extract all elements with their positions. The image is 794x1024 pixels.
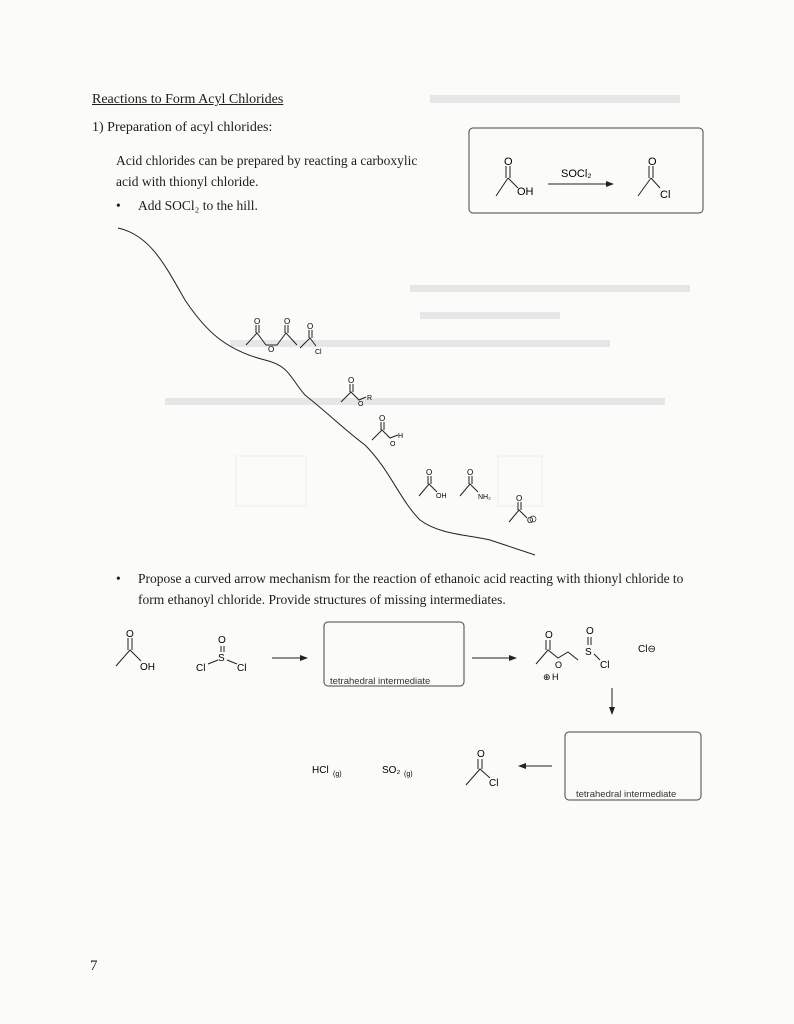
byproduct-so2	[382, 765, 413, 778]
tetrahedral-label-2: tetrahedral intermediate	[576, 789, 677, 800]
atom-o: O	[648, 156, 657, 168]
bullet-symbol: •	[116, 571, 121, 586]
atom-cl: Cl	[660, 189, 671, 201]
anhydride-structure	[246, 317, 297, 354]
intro-paragraph: Acid chlorides can be prepared by reacting a carboxylic acid with thionyl chloride.	[116, 153, 418, 189]
atom-o: O	[307, 322, 314, 331]
bullet-mechanism-text: Propose a curved arrow mechanism for the reaction of ethanoic acid reacting with thionyl chloride to form ethanoyl chloride. Provide structures of missing intermediates.	[138, 571, 684, 607]
atom-o: O	[254, 317, 261, 326]
atom-o: O	[555, 660, 563, 670]
acetyl-chloride-structure	[638, 156, 670, 201]
bullet-add-socl2-text: Add SOCl₂ to the hill.	[138, 198, 258, 213]
page-number: 7	[90, 958, 98, 974]
hill-acetic-acid	[419, 468, 447, 500]
atom-o: O	[348, 376, 355, 385]
atom-o: O	[477, 749, 485, 760]
hill-ester	[341, 376, 372, 408]
atom-cl: Cl	[600, 660, 610, 671]
atom-cl: Cl	[237, 663, 247, 674]
hill-acyl-chloride	[300, 322, 322, 356]
atom-cl: Cl	[196, 663, 206, 674]
page-heading: Reactions to Form Acyl Chlorides	[92, 92, 284, 107]
atom-o: O	[284, 317, 291, 326]
atom-o: O	[586, 626, 594, 637]
atom-nh2: NH₂	[478, 494, 491, 501]
chloride-anion: Cl⊖	[638, 644, 656, 655]
atom-s: S	[585, 647, 592, 658]
mech-thionyl-chloride	[196, 635, 246, 674]
mech-acetic-acid	[116, 629, 155, 673]
acetic-acid-structure	[496, 156, 534, 198]
section-heading: 1) Preparation of acyl chlorides:	[92, 120, 273, 135]
atom-o: O	[545, 630, 553, 641]
so2-formula: SO₂	[382, 765, 401, 776]
byproduct-hcl	[312, 765, 342, 778]
atom-o: O	[126, 629, 134, 640]
hill-carboxylate	[509, 494, 536, 525]
atom-o: O	[504, 156, 513, 168]
hcl-formula: HCl	[312, 765, 329, 776]
atom-oh: OH	[140, 662, 155, 673]
atom-o: O	[268, 345, 275, 354]
atom-o: O	[467, 468, 474, 477]
bullet-symbol: •	[116, 198, 121, 213]
atom-oh: OH	[436, 493, 447, 500]
atom-o: O	[218, 635, 226, 646]
atom-h: H	[552, 672, 559, 682]
atom-cl: Cl	[315, 349, 322, 356]
tetrahedral-label-1: tetrahedral intermediate	[330, 676, 431, 687]
reagent-label: SOCl₂	[561, 168, 592, 180]
hill-amide	[460, 468, 491, 501]
atom-oh: OH	[517, 186, 534, 198]
atom-plus: ⊕	[543, 672, 551, 682]
atom-s: S	[218, 653, 225, 664]
atom-o: O	[516, 494, 523, 503]
hcl-state: (g)	[333, 771, 342, 778]
atom-o: O	[379, 414, 386, 423]
atom-o: O	[390, 441, 396, 448]
hill-curve	[118, 228, 535, 555]
atom-cl: Cl	[489, 778, 499, 789]
atom-o: O	[358, 401, 364, 408]
atom-o: O	[426, 468, 433, 477]
atom-h: H	[398, 433, 404, 440]
mech-chlorosulfite-intermediate	[536, 626, 609, 682]
so2-state: (g)	[404, 771, 413, 778]
atom-r: R	[367, 395, 373, 402]
hill-acid	[372, 414, 403, 448]
atom-o: O	[527, 516, 534, 525]
mech-acetyl-chloride-product	[466, 749, 498, 789]
